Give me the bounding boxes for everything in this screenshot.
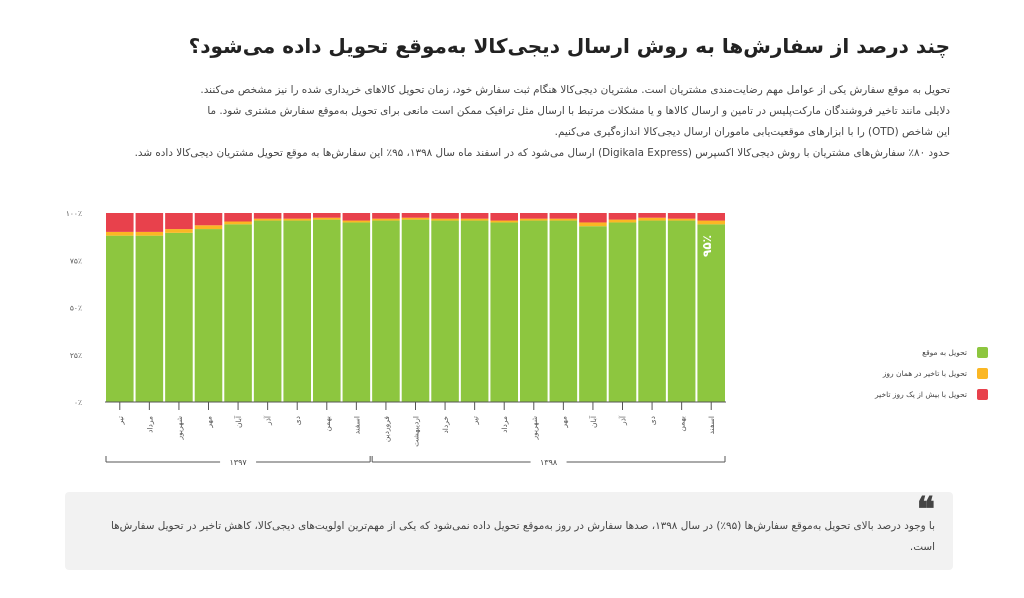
bar-segment-on-time — [461, 221, 489, 402]
bar-segment-same-day — [372, 219, 400, 221]
bar-segment-late — [136, 213, 164, 232]
legend-label-late: تحویل با بیش از یک روز تاخیر — [875, 390, 967, 399]
bar-segment-on-time — [579, 226, 607, 402]
bar-segment-same-day — [254, 219, 282, 221]
bar-segment-late — [106, 213, 134, 232]
quote-icon: ❝ — [916, 490, 935, 530]
legend-item-late — [868, 388, 988, 401]
bar-segment-same-day — [224, 222, 252, 225]
intro-paragraph-2: دلایلی مانند تاخیر فروشندگان مارکت‌پلیس در تامین و ارسال کالاها و یا مشکلات مرتبط با ارسال مثل ترافیک ممکن است مانعی برای تحویل به‌موقع سفارش مشتری شود. ما — [207, 105, 950, 117]
bar-segment-on-time — [283, 221, 311, 402]
bar-segment-late — [697, 213, 725, 221]
bar-segment-same-day — [431, 219, 459, 221]
bar-segment-on-time — [343, 222, 371, 402]
bar-segment-on-time — [402, 220, 430, 402]
bar-segment-on-time — [431, 221, 459, 402]
x-tick-label: بهمن — [322, 416, 332, 432]
bar-segment-same-day — [283, 219, 311, 221]
bar-segment-same-day — [106, 232, 134, 236]
x-tick-label: دی — [648, 416, 658, 426]
quote-box — [65, 492, 953, 570]
bar-segment-on-time — [609, 222, 637, 402]
bar-segment-late — [431, 213, 459, 219]
bar-segment-same-day — [579, 222, 607, 226]
x-tick-label: فروردین — [381, 416, 391, 443]
bar-segment-on-time — [668, 221, 696, 402]
x-tick-label: اسفند — [707, 416, 717, 435]
bar-segment-late — [224, 213, 252, 222]
bar-segment-same-day — [638, 218, 666, 221]
x-tick-label: آذر — [618, 416, 628, 426]
bar-segment-on-time — [490, 222, 518, 402]
bar-segment-on-time — [136, 236, 164, 402]
bar-segment-same-day — [195, 225, 223, 229]
y-tick-label: ۲۵٪ — [69, 350, 82, 360]
y-tick-label: ۵۰٪ — [69, 303, 82, 313]
x-tick-label: تیر — [470, 416, 480, 425]
bar-segment-same-day — [520, 219, 548, 221]
y-tick-label: ۱۰۰٪ — [65, 209, 82, 218]
legend-swatch-same-day — [977, 368, 988, 379]
legend-item-on-time — [868, 346, 988, 359]
bar-segment-on-time — [254, 221, 282, 402]
bar-segment-same-day — [550, 219, 578, 221]
legend-item-same-day — [868, 367, 988, 380]
bar-segment-same-day — [136, 232, 164, 236]
bar-segment-late — [402, 213, 430, 218]
bar-segment-same-day — [490, 221, 518, 223]
bar-segment-late — [638, 213, 666, 218]
year-label: ۱۳۹۷ — [229, 458, 247, 467]
x-tick-label: شهریور — [174, 416, 184, 440]
page-title: چند درصد از سفارش‌ها به روش ارسال دیجی‌کالا به‌موقع تحویل داده می‌شود؟ — [188, 34, 950, 58]
bar-segment-on-time — [520, 221, 548, 402]
bar-segment-late — [668, 213, 696, 219]
bar-segment-on-time — [372, 221, 400, 402]
bar-segment-late — [165, 213, 193, 229]
x-tick-label: مرداد — [500, 416, 510, 433]
bar-segment-on-time — [195, 229, 223, 402]
intro-paragraph-4: حدود ۸۰٪ سفارش‌های مشتریان با روش دیجی‌کالا اکسپرس (Digikala Express) ارسال می‌شود که در اسفند ماه سال ۱۳۹۸، ۹۵٪ این سفارش‌ها به موقع تحویل مشتریان دیجی‌کالا داده شد. — [134, 147, 950, 159]
bar-segment-late — [461, 213, 489, 219]
bar-segment-same-day — [313, 218, 341, 220]
x-tick-label: اسفند — [352, 416, 362, 435]
x-tick-label: مرداد — [145, 416, 155, 433]
bar-segment-late — [372, 213, 400, 219]
bar-segment-late — [520, 213, 548, 219]
x-tick-label: مهر — [559, 416, 569, 428]
annotation-label: ۹۵٪ — [700, 235, 715, 257]
bar-segment-same-day — [609, 220, 637, 223]
bar-segment-on-time — [224, 224, 252, 402]
bar-segment-on-time — [106, 236, 134, 402]
bar-segment-late — [195, 213, 223, 225]
x-tick-label: آبان — [234, 416, 244, 428]
bar-segment-late — [579, 213, 607, 222]
bar-segment-same-day — [343, 221, 371, 223]
bar-segment-same-day — [461, 219, 489, 221]
bar-segment-same-day — [165, 229, 193, 233]
x-tick-label: مهر — [204, 416, 214, 428]
bar-segment-late — [343, 213, 371, 221]
legend-label-on-time: تحویل به موقع — [922, 348, 967, 357]
quote-text: با وجود درصد بالای تحویل به‌موقع سفارش‌ها (۹۵٪) در سال ۱۳۹۸، صدها سفارش در روز به‌موقع تحویل داده نمی‌شود که یکی از مهم‌ترین اولویت‌های دیجی‌کالا، کاهش تاخیر در تحویل سفارش‌ها است. — [111, 520, 935, 553]
intro-paragraph-3: این شاخص (OTD) را با ابزارهای موقعیت‌یابی ماموران ارسال دیجی‌کالا اندازه‌گیری می‌کنیم. — [554, 126, 950, 138]
x-tick-label: شهریور — [529, 416, 539, 440]
bar-segment-same-day — [668, 219, 696, 221]
x-tick-label: بهمن — [677, 416, 687, 432]
y-tick-label: ۷۵٪ — [69, 256, 82, 266]
intro-paragraph-1: تحویل به موقع سفارش یکی از عوامل مهم رضایت‌مندی مشتریان است. مشتریان دیجی‌کالا هنگام ثبت سفارش خود، زمان تحویل کالاهای خریداری شده را نیز مشخص می‌کنند. — [200, 84, 950, 96]
x-tick-label: آبان — [588, 416, 598, 428]
bar-segment-same-day — [402, 218, 430, 220]
bar-segment-late — [313, 213, 341, 218]
x-tick-label: آذر — [263, 416, 273, 426]
bar-segment-on-time — [638, 221, 666, 402]
x-tick-label: دی — [293, 416, 303, 426]
bar-segment-late — [490, 213, 518, 221]
bar-segment-late — [609, 213, 637, 220]
x-tick-label: تیر — [115, 416, 125, 425]
bar-segment-late — [550, 213, 578, 219]
legend-swatch-on-time — [977, 347, 988, 358]
bar-segment-on-time — [550, 221, 578, 402]
legend-swatch-late — [977, 389, 988, 400]
bar-segment-on-time — [165, 233, 193, 402]
bar-segment-same-day — [697, 221, 725, 225]
y-tick-label: ۰٪ — [73, 398, 82, 407]
year-label: ۱۳۹۸ — [539, 458, 558, 467]
bar-segment-late — [283, 213, 311, 219]
legend-label-same-day: تحویل با تاخیر در همان روز — [882, 369, 967, 378]
bar-segment-late — [254, 213, 282, 219]
x-tick-label: اردیبهشت — [411, 416, 421, 447]
chart-legend — [868, 346, 988, 409]
x-tick-label: خرداد — [441, 416, 451, 434]
bar-segment-on-time — [313, 220, 341, 402]
